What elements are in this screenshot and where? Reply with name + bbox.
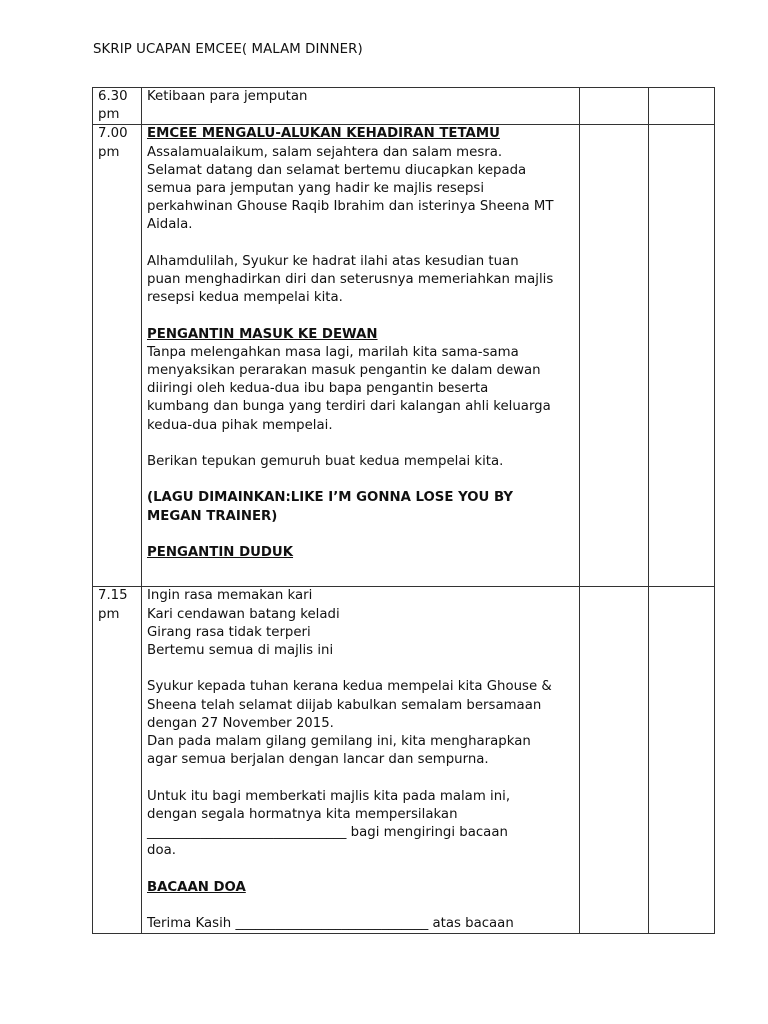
empty-cell — [580, 587, 649, 934]
content-cell — [142, 125, 580, 587]
paragraph: Berikan tepukan gemuruh buat kedua mempelai kita. — [147, 454, 504, 470]
empty-cell — [580, 88, 649, 125]
section-heading: PENGANTIN DUDUK — [147, 545, 294, 560]
document-title: SKRIP UCAPAN EMCEE( MALAM DINNER) — [93, 42, 363, 57]
emcee-script-table — [92, 87, 715, 934]
section-heading: PENGANTIN MASUK KE DEWAN — [147, 326, 378, 342]
paragraph: Untuk itu bagi memberkati majlis kita pada malam ini, dengan segala hormatnya kita mempersilakan ______________________________ bagi mengiringi bacaan doa. — [147, 788, 511, 859]
song-note: (LAGU DIMAINKAN:LIKE I’M GONNA LOSE YOU BY MEGAN TRAINER) — [147, 490, 514, 524]
empty-cell — [649, 88, 715, 125]
poem: Ingin rasa memakan kari Kari cendawan batang keladi Girang rasa tidak terperi Bertemu semua di majlis ini — [147, 588, 340, 659]
time-text: 7.00 pm — [98, 126, 128, 160]
paragraph: Assalamualaikum, salam sejahtera dan salam mesra. Selamat datang dan selamat bertemu diucapkan kepada semua para jemputan yang hadir ke majlis resepsi perkahwinan Ghouse Raqib Ibrahim dan isterinya Sheena MT Aidala. — [147, 144, 554, 233]
paragraph: Alhamdulilah, Syukur ke hadrat ilahi atas kesudian tuan puan menghadirkan diri dan seterusnya memeriahkan majlis resepsi kedua mempelai kita. — [147, 253, 554, 306]
table-row — [93, 587, 715, 934]
empty-cell — [580, 125, 649, 587]
empty-cell — [649, 587, 715, 934]
time-cell — [93, 88, 142, 125]
time-cell — [93, 125, 142, 587]
time-cell — [93, 587, 142, 934]
content-cell — [142, 88, 580, 125]
empty-cell — [649, 125, 715, 587]
paragraph: Tanpa melengahkan masa lagi, marilah kita sama-sama menyaksikan perarakan masuk pengantin ke dalam dewan diiringi oleh kedua-dua ibu bapa pengantin beserta kumbang dan bunga yang terdiri dari kalangan ahli keluarga kedua-dua pihak mempelai. — [147, 344, 551, 433]
time-text: 7.15 pm — [98, 588, 128, 622]
paragraph: Syukur kepada tuhan kerana kedua mempelai kita Ghouse & Sheena telah selamat diijab kabulkan semalam bersamaan dengan 27 November 2015. Dan pada malam gilang gemilang ini, kita mengharapkan agar semua berjalan dengan lancar dan sempurna. — [147, 679, 552, 768]
table-row — [93, 125, 715, 587]
section-heading: EMCEE MENGALU-ALUKAN KEHADIRAN TETAMU — [147, 126, 500, 142]
paragraph: Terima Kasih _____________________________ atas bacaan — [147, 916, 514, 931]
section-heading: BACAAN DOA — [147, 879, 246, 895]
content-text: Ketibaan para jemputan — [147, 89, 308, 104]
table-row — [93, 88, 715, 125]
content-cell — [142, 587, 580, 934]
time-text: 6.30 pm — [98, 89, 128, 123]
